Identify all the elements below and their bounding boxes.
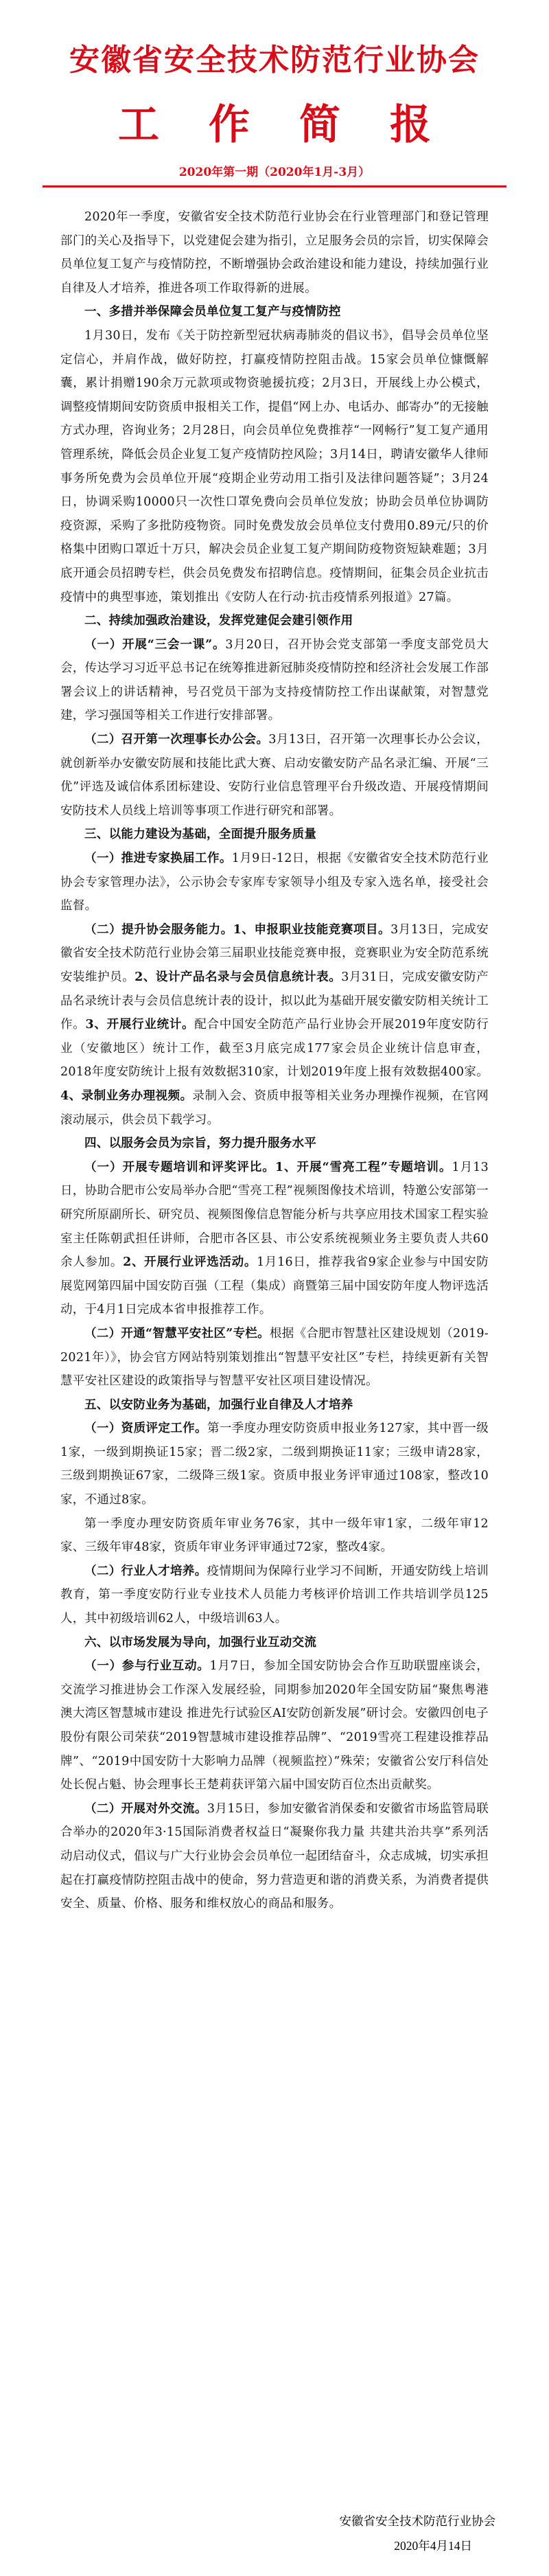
section-heading: [60, 609, 489, 633]
paragraph-text: 3月13日，完成安徽省安全技术防范行业协会第三届职业技能竞赛申报，竞赛职业为安全防范系统安装维护员。: [60, 922, 489, 984]
bold-lead-text: （二）开通“智慧平安社区”专栏。: [84, 1326, 270, 1341]
body-paragraph: [60, 728, 489, 823]
red-divider: [43, 185, 506, 187]
paragraph-text: 三、以能力建设为基础，全面提升服务质量: [84, 828, 317, 842]
paragraph-text: 3月15日，参加安徽省消保委和安徽省市场监管局联合举办的2020年3·15国际消费者权益日“凝聚你我力量 共建共治共享”系列活动启动仪式，倡议与广大行业协会会员单位一起团结奋斗，众志成城，切实承担起在打赢疫情防控阻击战中的使命，努力营造更和谐的消费关系，为消费者提供安全、质量、价格、服务和维权放心的商品和服务。: [60, 1801, 489, 1911]
signature-organization: 安徽省安全技术防范行业协会: [339, 2514, 495, 2528]
paragraph-text: 一、多措并举保障会员单位复工复产与疫情防控: [84, 305, 341, 319]
paragraph-text: 第一季度办理安防资质年审业务76家，其中一级年审1家，二级年审12家、三级年审48家，资质年审业务评审通过72家，整改4家。: [60, 1516, 489, 1555]
bold-lead-text: 2、设计产品名录与会员信息统计表。: [135, 970, 342, 984]
body-paragraph: [60, 1654, 489, 1797]
bold-lead-text: （一）开展专题培训和评奖评比。1、开展“雪亮工程”专题培训。: [84, 1160, 452, 1174]
paragraph-text: 第一季度办理安防资质申报业务127家，其中晋一级1家，一级到期换证15家；晋二级2家，二级到期换证11家；三级申请28家，三级到期换证67家，二级降三级1家。资质申报业务评审通过108家，整改10家，不通过8家。: [60, 1422, 489, 1507]
paragraph-text: 四、以服务会员为宗旨，努力提升服务水平: [84, 1137, 317, 1151]
paragraph-text: 配合中国安全防范产品行业协会开展2019年度安防行业（安徽地区）统计工作，截至3月底完成177家会员企业统计信息审查，2018年度安防统计上报有效数据310家，计划2019年度上报有效数据400家。: [60, 1018, 489, 1080]
bold-lead-text: （一）开展“三会一课”。: [84, 637, 226, 652]
bulletin-body: [60, 205, 489, 1916]
report-title: 工作简报: [118, 101, 480, 149]
paragraph-text: 3月13日，召开第一次理事长办公会议，就创新举办安徽安防展和技能比武大赛、启动安徽安防产品名录汇编、开展“三优”评选及诚信体系团标建设、安防行业信息管理平台升级改造、开展疫情期间安防技术人员线上培训等事项工作进行研究和部署。: [60, 733, 489, 818]
body-paragraph: [60, 847, 489, 918]
body-paragraph: [60, 1156, 489, 1322]
paragraph-text: 录制入会、资质申报等相关业务办理操作视频，在官网滚动展示，供会员下载学习。: [60, 1088, 489, 1127]
body-paragraph: [60, 1560, 489, 1631]
body-paragraph: [60, 1512, 489, 1560]
section-heading: [60, 1631, 489, 1655]
signature-date: 2020年4月14日: [394, 2539, 472, 2553]
body-paragraph: [60, 1417, 489, 1512]
paragraph-text: 3月20日，召开协会党支部第一季度支部党员大会，传达学习习近平总书记在统筹推进新冠肺炎疫情防控和经济社会发展工作部署会议上的讲话精神，号召党员干部为支持疫情防控工作出谋献策，对智慧党建，学习强国等相关工作进行安排部署。: [60, 637, 489, 723]
bold-lead-text: （二）提升协会服务能力。1、申报职业技能竞赛项目。: [84, 922, 391, 937]
paragraph-text: 二、持续加强政治建设，发挥党建促会建引领作用: [84, 614, 353, 628]
body-paragraph: [60, 1322, 489, 1393]
paragraph-text: 1月7日，参加全国安防协会合作互助联盟座谈会，交流学习推进协会工作深入发展经验，同期参加2020年全国安防届“聚焦粤港澳大湾区智慧城市建设 推进先行试验区AI安防创新发展”研讨会。安徽四创电子股份有限公司荣获“2019智慧城市建设推荐品牌”、“2019雪亮工程建设推荐品牌”、“2019中国安防十大影响力品牌（视频监控）”殊荣；安徽省公安厅科信处处长倪占魁、协会理事长王楚莉获评第六届中国安防百位杰出贡献奖。: [60, 1659, 489, 1792]
bold-lead-text: 4、录制业务办理视频。: [60, 1088, 193, 1103]
bold-lead-text: （一）推进专家换届工作。: [84, 852, 232, 866]
paragraph-text: 疫情期间为保障行业学习不间断，开通安防线上培训教育，第一季度安防行业专业技术人员能力考核评价培训工作共培训学员125人，其中初级培训62人，中级培训63人。: [60, 1564, 489, 1626]
paragraph-text: 1月16日，推荐我省9家企业参与中国安防展览网第四届中国安防百强（工程（集成）商暨第三届中国安防年度人物评选活动，于4月1日完成本省申报推荐工作。: [60, 1255, 489, 1317]
paragraph-text: 根据《合肥市智慧社区建设规划（2019-2021年）》，协会官方网站特别策划推出“智慧平安社区”专栏，持续更新有关智慧平安社区建设的政策指导与智慧平安社区项目建设情况。: [60, 1326, 489, 1389]
section-heading: [60, 823, 489, 847]
bold-lead-text: （一）参与行业互动。: [84, 1659, 210, 1674]
association-title: 安徽省安全技术防范行业协会: [69, 43, 480, 78]
paragraph-text: 1月9日-12日，根据《安徽省安全技术防范行业协会专家管理办法》，公示协会专家库专家领导小组及专家入选名单，接受社会监督。: [60, 852, 489, 913]
section-heading: [60, 1132, 489, 1156]
body-paragraph: [60, 633, 489, 728]
bold-lead-text: （二）开展对外交流。: [84, 1801, 207, 1816]
bold-lead-text: 2、开展行业评选活动。: [123, 1255, 257, 1270]
issue-number: 2020年第一期（2020年1月-3月）: [178, 166, 371, 179]
section-heading: [60, 300, 489, 324]
paragraph-text: 2020年一季度，安徽省安全技术防范行业协会在行业管理部门和登记管理部门的关心及指导下，以党建促会建为指引，立足服务会员的宗旨，切实保障会员单位复工复产与疫情防控，不断增强协会政治建设和能力建设，持续加强行业自律及人才培养，推进各项工作取得新的进展。: [60, 210, 489, 295]
paragraph-text: 1月30日，发布《关于防控新型冠状病毒肺炎的倡议书》，倡导会员单位坚定信心，并肩作战，做好防控，打赢疫情防控阻击战。15家会员单位慷慨解囊，累计捐赠190余万元款项或物资驰援抗疫；2月3日，开展线上办公模式，调整疫情期间安防资质申报相关工作，提倡“网上办、电话办、邮寄办”的无接触方式办理，咨询业务；2月28日，向会员单位免费推荐“一网畅行”复工复产通用管理系统，降低会员企业复工复产疫情防控风险；3月14日，聘请安徽华人律师事务所免费为会员单位开展“疫期企业劳动用工指引及法律问题答疑”；3月24日，协调采购10000只一次性口罩免费向会员单位发放；协助会员单位协调防疫资源，采购了多批防疫物资。同时免费发放会员单位支付费用0.89元/只的价格集中团购口罩近十万只，解决会员企业复工复产期间防疫物资短缺难题；3月底开通会员招聘专栏，供会员免费发布招聘信息。疫情期间，征集会员企业抗击疫情中的典型事迹，策划推出《安防人在行动·抗击疫情系列报道》27篇。: [60, 328, 489, 604]
body-paragraph: [60, 324, 489, 609]
bold-lead-text: 3、开展行业统计。: [85, 1018, 195, 1032]
bold-lead-text: （二）召开第一次理事长办公会。: [84, 733, 269, 747]
paragraph-text: 1月13日，协助合肥市公安局举办合肥“雪亮工程”视频图像技术培训，特邀公安部第一研究所原副所长、研究员、视频图像信息智能分析与共享应用技术国家工程实验室主任陈朝武担任讲师，合肥市各区县、市公安系统视频业务主要负责人共60余人参加。: [60, 1160, 489, 1270]
bold-lead-text: （一）资质评定工作。: [84, 1422, 207, 1436]
bold-lead-text: （二）行业人才培养。: [84, 1564, 207, 1578]
paragraph-text: 3月31日，完成安徽安防产品名录统计表与会员信息统计表的设计，拟以此为基础开展安徽安防相关统计工作。: [60, 970, 489, 1032]
paragraph-text: 五、以安防业务为基础，加强行业自律及人才培养: [84, 1398, 353, 1412]
body-paragraph: [60, 205, 489, 300]
paragraph-text: 六、以市场发展为导向，加强行业互动交流: [84, 1635, 317, 1650]
body-paragraph: [60, 1797, 489, 1916]
body-paragraph: [60, 918, 489, 1132]
section-heading: [60, 1393, 489, 1417]
